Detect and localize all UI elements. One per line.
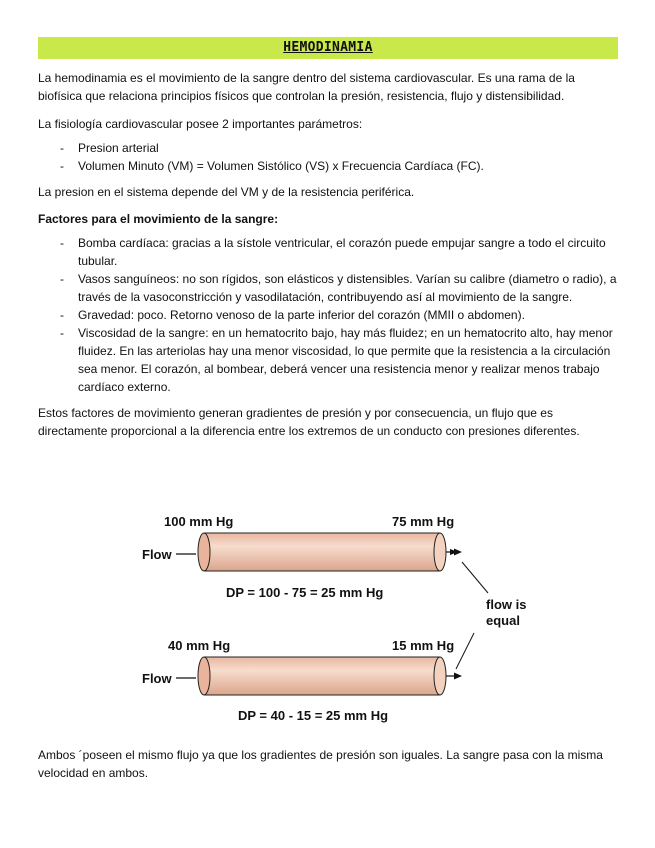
factors-heading: Factores para el movimiento de la sangre: [38, 212, 279, 226]
page-title: HEMODINAMIA [38, 37, 618, 59]
gradients-paragraph: Estos factores de movimiento generan gradientes de presión y por consecuencia, un flujo que es directamente proporcional a la diferencia entre los extremos de un conducto con presiones diferentes. [38, 406, 580, 438]
tube1-equation: DP = 100 - 75 = 25 mm Hg [226, 585, 384, 600]
arrow-head-1 [454, 549, 462, 556]
intro-paragraph: La hemodinamia es el movimiento de la sangre dentro del sistema cardiovascular. Es una rama de la biofísica que relaciona principios físicos que controlan la presión, resistencia, flujo y distensibilidad. [38, 71, 575, 103]
params-list [38, 139, 618, 175]
conclusion-paragraph: Ambos ´poseen el mismo flujo ya que los gradientes de presión son iguales. La sangre pasa con la misma velocidad en ambos. [38, 748, 603, 780]
tube2-flow-label: Flow [142, 671, 172, 686]
tube2-right-pressure: 15 mm Hg [392, 638, 455, 653]
tube-2 [198, 657, 446, 695]
list-item: - Gravedad: poco. Retorno venoso de la parte inferior del corazón (MMII o abdomen). [38, 306, 618, 324]
tube1-right-pressure: 75 mm Hg [392, 514, 455, 529]
tube2-left-pressure: 40 mm Hg [168, 638, 231, 653]
connector-line-1 [462, 562, 488, 593]
pressure-note: La presion en el sistema depende del VM y de la resistencia periférica. [38, 185, 415, 199]
tube-1 [198, 533, 446, 571]
list-item: - Viscosidad de la sangre: en un hematocrito bajo, hay más fluidez; en un hematocrito alto, hay menor fluidez. En las arteriolas hay una menor viscosidad, lo que permite que la resistencia a la circulación sea menor. El corazón, al bombear, deberá vencer una resistencia menor y realizar menos trabajo cardíaco externo. [38, 324, 618, 396]
list-item: - Bomba cardíaca: gracias a la sístole ventricular, el corazón puede empujar sangre a todo el circuito tubular. [38, 234, 618, 270]
document-page [38, 37, 618, 440]
factors-list [38, 234, 618, 396]
connector-line-2 [456, 633, 474, 669]
list-item: - Vasos sanguíneos: no son rígidos, son elásticos y distensibles. Varían su calibre (diametro o radio), a través de la vasoconstricción y vasodilatación, contribuyendo así al movimiento de la sangre. [38, 270, 618, 306]
flow-equal-label-2: equal [486, 613, 520, 628]
list-item: - Volumen Minuto (VM) = Volumen Sistólico (VS) x Frecuencia Cardíaca (FC). [38, 157, 618, 175]
arrow-head-2 [454, 673, 462, 680]
tube2-equation: DP = 40 - 15 = 25 mm Hg [238, 708, 389, 723]
flow-equal-label-1: flow is [486, 597, 527, 612]
list-item: - Presion arterial [38, 139, 618, 157]
flow-diagram [134, 505, 534, 730]
params-intro: La fisiología cardiovascular posee 2 importantes parámetros: [38, 117, 363, 131]
tube1-left-pressure: 100 mm Hg [164, 514, 234, 529]
tube1-flow-label: Flow [142, 547, 172, 562]
